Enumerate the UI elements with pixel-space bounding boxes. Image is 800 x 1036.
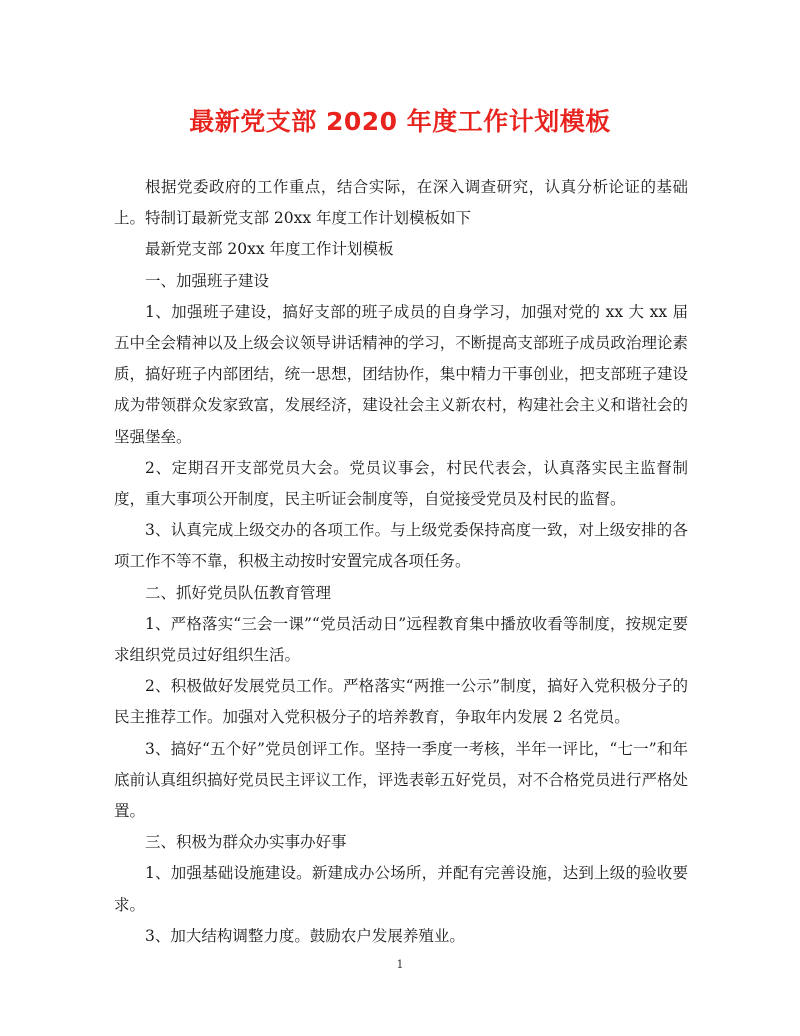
section-heading-2: 二、抓好党员队伍教育管理 [145,583,332,602]
section-1-item-2: 2、定期召开支部党员大会。党员议事会，村民代表会，认真落实民主监督制度，重大事项公开制度，民主听证会制度等，自觉接受党员及村民的监督。 [114,458,688,509]
section-1-item-3: 3、认真完成上级交办的各项工作。与上级党委保持高度一致，对上级安排的各项工作不等不靠，积极主动按时安置完成各项任务。 [114,521,688,571]
subtitle-paragraph: 最新党支部 20xx 年度工作计划模板 [145,240,394,259]
document-title: 最新党支部 2020 年度工作计划模板 [189,107,611,136]
section-heading-1: 一、加强班子建设 [145,271,270,290]
section-1-item-1: 1、加强班子建设，搞好支部的班子成员的自身学习，加强对党的 xx 大 xx 届五中全会精神以及上级会议领导讲话精神的学习，不断提高支部班子成员政治理论素质，搞好班子内部团结，统一思想，团结协作，集中精力干事创业，把支部班子建设成为带领群众发家致富，发展经济，建设社会主义新农村，构建社会主义和谐社会的坚强堡垒。 [114,302,688,446]
section-3-item-3: 3、加大结构调整力度。鼓励农户发展养殖业。 [145,926,465,945]
section-2-item-2: 2、积极做好发展党员工作。严格落实“两推一公示”制度，搞好入党积极分子的民主推荐工作。加强对入党积极分子的培养教育，争取年内发展 2 名党员。 [114,677,688,727]
page-number: 1 [396,958,404,971]
section-heading-3: 三、积极为群众办实事办好事 [145,833,347,852]
section-2-item-1: 1、严格落实“三会一课”“党员活动日”远程教育集中播放收看等制度，按规定要求组织党员过好组织生活。 [114,614,688,665]
section-3-item-1: 1、加强基础设施建设。新建成办公场所，并配有完善设施，达到上级的验收要求。 [114,864,688,914]
intro-paragraph: 根据党委政府的工作重点，结合实际，在深入调查研究，认真分析论证的基础上。特制订最新党支部 20xx 年度工作计划模板如下 [114,178,688,228]
section-2-item-3: 3、搞好“五个好”党员创评工作。坚持一季度一考核，半年一评比，“七一”和年底前认真组织搞好党员民主评议工作，评选表彰五好党员，对不合格党员进行严格处置。 [114,739,688,821]
document-body [114,172,688,952]
